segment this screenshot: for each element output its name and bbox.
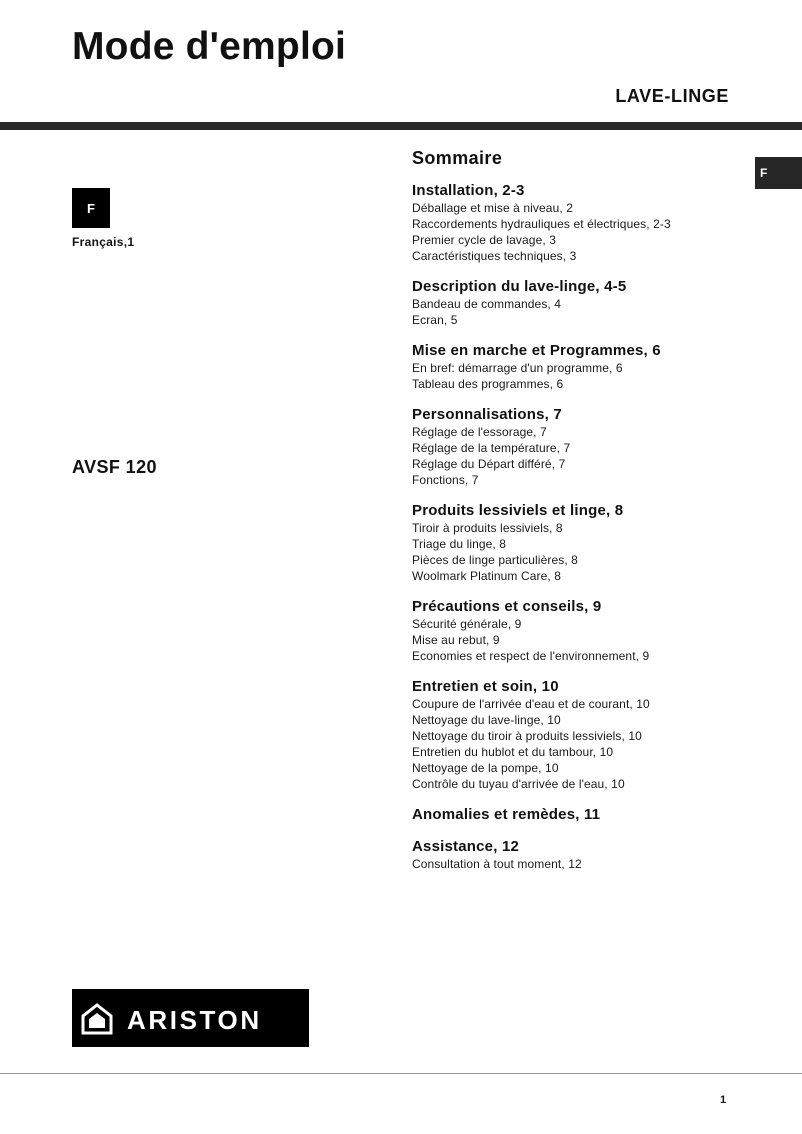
toc-section [412, 598, 772, 664]
toc-item[interactable]: Premier cycle de lavage, 3 [412, 233, 556, 247]
toc-sections [412, 182, 772, 872]
toc-section-title[interactable]: Entretien et soin, 10 [412, 678, 559, 695]
toc-section [412, 678, 772, 792]
toc-item[interactable]: Pièces de linge particulières, 8 [412, 553, 578, 567]
toc-section [412, 278, 772, 328]
toc-section [412, 406, 772, 488]
toc-item[interactable]: Déballage et mise à niveau, 2 [412, 201, 573, 215]
toc-section-title[interactable]: Anomalies et remèdes, 11 [412, 806, 601, 823]
toc-item[interactable]: Raccordements hydrauliques et électriques, 2-3 [412, 217, 671, 231]
toc-item[interactable]: Sécurité générale, 9 [412, 617, 522, 631]
table-of-contents [412, 147, 772, 886]
bottom-divider [0, 1073, 802, 1074]
toc-item[interactable]: Nettoyage de la pompe, 10 [412, 761, 559, 775]
toc-section-title[interactable]: Mise en marche et Programmes, 6 [412, 342, 661, 359]
toc-item[interactable]: Mise au rebut, 9 [412, 633, 500, 647]
house-icon [81, 1003, 113, 1035]
language-badge-letter: F [87, 200, 95, 216]
side-tab-letter: F [760, 166, 768, 180]
toc-item[interactable]: Triage du linge, 8 [412, 537, 507, 551]
toc-item[interactable]: Ecran, 5 [412, 313, 458, 327]
page-number: 1 [720, 1094, 727, 1106]
toc-section-title[interactable]: Précautions et conseils, 9 [412, 598, 602, 615]
top-divider [0, 122, 802, 130]
toc-item[interactable]: Caractéristiques techniques, 3 [412, 249, 577, 263]
toc-item[interactable]: Nettoyage du tiroir à produits lessiviels, 10 [412, 729, 642, 743]
toc-section-title[interactable]: Description du lave-linge, 4-5 [412, 278, 627, 295]
toc-item[interactable]: Coupure de l'arrivée d'eau et de courant, 10 [412, 697, 650, 711]
toc-item[interactable]: Consultation à tout moment, 12 [412, 857, 582, 871]
language-badge [72, 188, 110, 228]
toc-item[interactable]: Réglage du Départ différé, 7 [412, 457, 566, 471]
toc-item[interactable]: Bandeau de commandes, 4 [412, 297, 562, 311]
toc-section-title[interactable]: Produits lessiviels et linge, 8 [412, 502, 624, 519]
toc-heading: Sommaire [412, 148, 503, 168]
toc-item[interactable]: Réglage de la température, 7 [412, 441, 571, 455]
toc-section-title[interactable]: Installation, 2-3 [412, 182, 525, 199]
toc-item[interactable]: Contrôle du tuyau d'arrivée de l'eau, 10 [412, 777, 625, 791]
language-link[interactable]: Français,1 [72, 235, 135, 249]
brand-logo [72, 989, 309, 1047]
toc-section-title[interactable]: Assistance, 12 [412, 838, 520, 855]
toc-section [412, 182, 772, 264]
product-type-label: LAVE-LINGE [615, 86, 729, 106]
toc-item[interactable]: Fonctions, 7 [412, 473, 479, 487]
toc-item[interactable]: En bref: démarrage d'un programme, 6 [412, 361, 623, 375]
brand-name: ARISTON [127, 1005, 262, 1035]
toc-item[interactable]: Woolmark Platinum Care, 8 [412, 569, 561, 583]
toc-item[interactable]: Réglage de l'essorage, 7 [412, 425, 547, 439]
toc-item[interactable]: Economies et respect de l'environnement, 9 [412, 649, 650, 663]
toc-item[interactable]: Entretien du hublot et du tambour, 10 [412, 745, 614, 759]
toc-section [412, 342, 772, 392]
toc-section [412, 838, 772, 872]
document-title: Mode d'emploi [72, 25, 347, 68]
toc-section [412, 502, 772, 584]
toc-item[interactable]: Tableau des programmes, 6 [412, 377, 564, 391]
toc-item[interactable]: Tiroir à produits lessiviels, 8 [412, 521, 563, 535]
model-number: AVSF 120 [72, 457, 157, 477]
toc-item[interactable]: Nettoyage du lave-linge, 10 [412, 713, 561, 727]
toc-section-title[interactable]: Personnalisations, 7 [412, 406, 562, 423]
toc-section [412, 806, 772, 824]
